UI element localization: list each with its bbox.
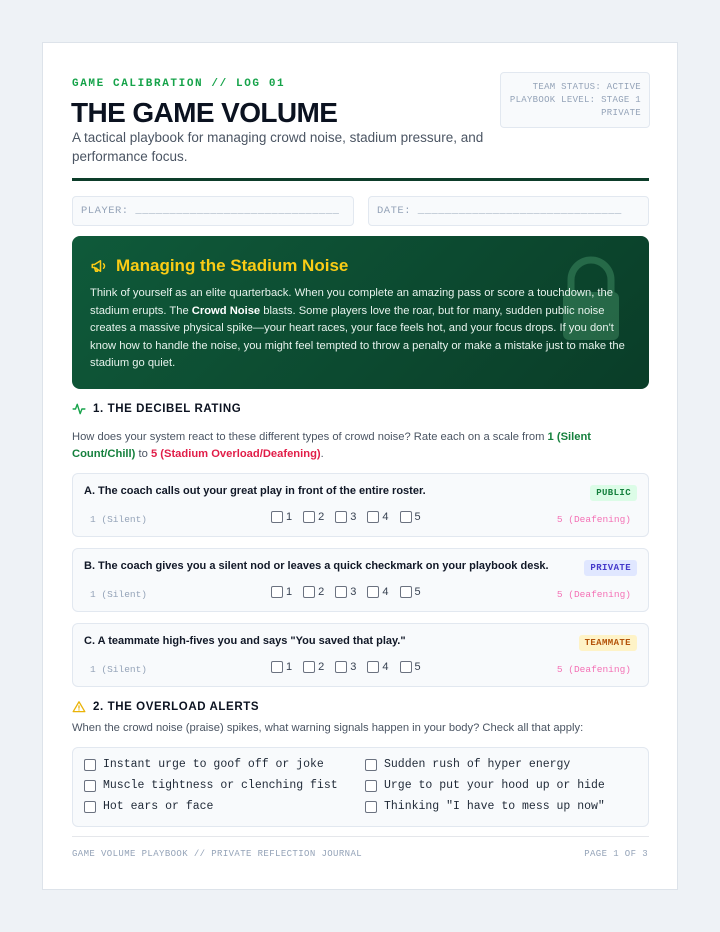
checkbox[interactable]	[271, 586, 283, 598]
decibel-intro-part2: to	[135, 447, 151, 460]
checkbox[interactable]	[335, 511, 347, 523]
alert-label: Hot ears or face	[103, 800, 214, 813]
checkbox[interactable]	[365, 801, 377, 813]
scale-high-label: 5 (Deafening)	[556, 589, 631, 600]
rating-option-5[interactable]	[400, 586, 421, 598]
section-decibel-title: 1. THE DECIBEL RATING	[93, 403, 242, 415]
footer-page-number: PAGE 1 OF 3	[584, 849, 648, 859]
warning-icon	[72, 700, 86, 714]
checkbox[interactable]	[335, 586, 347, 598]
eyebrow-label: GAME CALIBRATION // LOG 01	[72, 78, 286, 90]
page-subtitle: A tactical playbook for managing crowd noise, stadium pressure, and performance focus.	[72, 130, 484, 164]
rating-option-label: 1	[286, 661, 293, 673]
alert-item[interactable]	[84, 758, 324, 771]
decibel-intro-low: 1 (Silent Count/Chill)	[72, 431, 592, 460]
overload-checklist	[72, 747, 649, 827]
alert-label: Sudden rush of hyper energy	[384, 758, 571, 771]
rating-option-4[interactable]	[367, 586, 388, 598]
banner-body	[90, 285, 635, 373]
checkbox[interactable]	[365, 759, 377, 771]
checkbox[interactable]	[367, 661, 379, 673]
checkbox[interactable]	[365, 780, 377, 792]
footer-divider	[72, 836, 649, 837]
rating-option-label: 4	[382, 586, 389, 598]
rating-option-3[interactable]	[335, 511, 356, 523]
question-text: A. The coach calls out your great play in front of the entire roster.	[84, 485, 426, 497]
alert-item[interactable]	[84, 779, 338, 792]
scale-low-label: 1 (Silent)	[90, 664, 148, 675]
rating-option-label: 5	[414, 511, 421, 523]
footer-left: GAME VOLUME PLAYBOOK // PRIVATE REFLECTION JOURNAL	[72, 849, 363, 859]
scale-high-label: 5 (Deafening)	[556, 664, 631, 675]
rating-option-4[interactable]	[367, 661, 388, 673]
rating-option-label: 5	[414, 661, 421, 673]
banner-body-part2: blasts. Some players love the roar, but for many, sudden public noise creates a massive physical spike—your heart races, your face feels hot, and your focus drops. If you don't know how to handle the noise, you might feel tempted to throw a penalty or make a mistake just to make the stadium go quiet.	[90, 304, 625, 369]
rating-option-label: 3	[350, 511, 357, 523]
rating-option-1[interactable]	[271, 661, 292, 673]
checkbox[interactable]	[303, 511, 315, 523]
checkbox[interactable]	[367, 586, 379, 598]
question-tag: TEAMMATE	[579, 635, 637, 651]
rating-options	[271, 586, 432, 598]
rating-option-label: 2	[318, 661, 325, 673]
decibel-intro-part3: .	[320, 447, 324, 460]
checkbox[interactable]	[400, 511, 412, 523]
worksheet-page	[42, 42, 678, 890]
scale-high-label: 5 (Deafening)	[556, 514, 631, 525]
status-line-level: PLAYBOOK LEVEL: STAGE 1	[509, 95, 641, 105]
status-line-team: TEAM STATUS: ACTIVE	[532, 82, 641, 92]
banner-body-part1: Think of yourself as an elite quarterback. When you complete an amazing pass or score a touchdown, the stadium erupts. The	[90, 287, 613, 317]
scale-low-label: 1 (Silent)	[90, 514, 148, 525]
question-card-a	[72, 473, 649, 537]
date-field[interactable]: DATE: ______________________________	[368, 196, 649, 226]
alert-item[interactable]	[365, 758, 570, 771]
alert-label: Instant urge to goof off or joke	[103, 758, 324, 771]
rating-option-label: 2	[318, 511, 325, 523]
alert-item[interactable]	[365, 800, 605, 813]
stadium-noise-banner	[72, 236, 649, 389]
decibel-intro	[72, 429, 632, 462]
checkbox[interactable]	[84, 759, 96, 771]
section-decibel-heading	[72, 402, 241, 416]
scale-low-label: 1 (Silent)	[90, 589, 148, 600]
rating-option-3[interactable]	[335, 661, 356, 673]
section-overload-title: 2. THE OVERLOAD ALERTS	[93, 701, 260, 713]
rating-option-label: 1	[286, 586, 293, 598]
decibel-intro-high: 5 (Stadium Overload/Deafening)	[150, 447, 321, 460]
rating-option-1[interactable]	[271, 511, 292, 523]
checkbox[interactable]	[84, 801, 96, 813]
question-text: B. The coach gives you a silent nod or leaves a quick checkmark on your playbook desk.	[84, 560, 549, 572]
rating-option-label: 2	[318, 586, 325, 598]
rating-option-1[interactable]	[271, 586, 292, 598]
checkbox[interactable]	[303, 586, 315, 598]
checkbox[interactable]	[400, 661, 412, 673]
checkbox[interactable]	[367, 511, 379, 523]
alert-label: Urge to put your hood up or hide	[384, 779, 605, 792]
checkbox[interactable]	[400, 586, 412, 598]
rating-option-3[interactable]	[335, 586, 356, 598]
rating-option-4[interactable]	[367, 511, 388, 523]
checkbox[interactable]	[271, 511, 283, 523]
rating-option-2[interactable]	[303, 511, 324, 523]
rating-option-label: 5	[414, 586, 421, 598]
alert-item[interactable]	[84, 800, 213, 813]
rating-options	[271, 661, 432, 673]
status-line-privacy: PRIVATE	[601, 108, 641, 118]
alert-item[interactable]	[365, 779, 605, 792]
rating-option-label: 4	[382, 511, 389, 523]
pulse-icon	[72, 402, 86, 416]
section-overload-heading	[72, 700, 259, 714]
checkbox[interactable]	[303, 661, 315, 673]
rating-option-2[interactable]	[303, 586, 324, 598]
page-title: THE GAME VOLUME	[71, 97, 338, 128]
overload-intro: When the crowd noise (praise) spikes, what warning signals happen in your body? Check all that apply:	[72, 722, 584, 734]
rating-options	[271, 511, 432, 523]
question-text: C. A teammate high-fives you and says "You saved that play."	[84, 635, 406, 647]
question-card-c	[72, 623, 649, 687]
checkbox[interactable]	[84, 780, 96, 792]
alert-label: Muscle tightness or clenching fist	[103, 779, 338, 792]
rating-option-5[interactable]	[400, 661, 421, 673]
checkbox[interactable]	[271, 661, 283, 673]
rating-option-label: 1	[286, 511, 293, 523]
checkbox[interactable]	[335, 661, 347, 673]
alert-label: Thinking "I have to mess up now"	[384, 800, 605, 813]
banner-title: Managing the Stadium Noise	[116, 256, 349, 275]
rating-option-label: 3	[350, 586, 357, 598]
banner-body-bold: Crowd Noise	[191, 304, 261, 317]
question-tag: PRIVATE	[584, 560, 637, 576]
header-divider	[72, 178, 649, 181]
megaphone-icon	[90, 257, 108, 275]
rating-option-2[interactable]	[303, 661, 324, 673]
status-box	[500, 72, 650, 128]
question-tag: PUBLIC	[590, 485, 637, 501]
rating-option-5[interactable]	[400, 511, 421, 523]
rating-option-label: 4	[382, 661, 389, 673]
decibel-intro-part1: How does your system react to these different types of crowd noise? Rate each on a scale from	[72, 431, 548, 443]
player-field[interactable]: PLAYER: ______________________________	[72, 196, 354, 226]
rating-option-label: 3	[350, 661, 357, 673]
question-card-b	[72, 548, 649, 612]
